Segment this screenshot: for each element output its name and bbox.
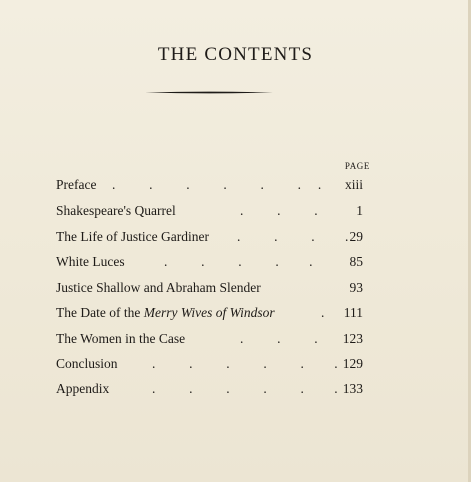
dot-leader: . . . . . . . (112, 177, 322, 192)
toc-entry-shakespeares-quarrel (56, 203, 363, 221)
toc-entry-page: 129 (342, 356, 363, 371)
dot-leader: . . . . (237, 229, 349, 244)
page-column-label: PAGE (344, 161, 370, 171)
toc-entry-conclusion (56, 356, 363, 374)
toc-entry-page: 1 (356, 203, 363, 218)
toc-entry-title (56, 305, 275, 321)
toc-entry-title: The Life of Justice Gardiner (56, 229, 209, 244)
dot-leader: . . . (240, 331, 318, 346)
dot-leader: . . . (240, 203, 318, 218)
ornamental-rule (145, 91, 273, 94)
toc-entry-title: Justice Shallow and Abraham Slender (56, 280, 261, 295)
toc-entry-women-in-the-case (56, 331, 363, 349)
toc-entry-title: Preface (56, 177, 97, 192)
dot-leader: . . . . . (164, 254, 313, 269)
toc-entry-page: 123 (342, 331, 363, 346)
dot-leader: . (321, 305, 325, 320)
toc-entry-page: 111 (343, 305, 363, 320)
toc-entry-title-italic: Merry Wives of Windsor (143, 305, 275, 320)
toc-entry-page: xiii (344, 177, 363, 192)
toc-entry-life-of-justice-gardiner (56, 229, 363, 247)
toc-entry-white-luces (56, 254, 363, 272)
toc-entry-title: Appendix (56, 381, 110, 396)
toc-entry-appendix (56, 381, 363, 399)
contents-heading: THE CONTENTS (157, 44, 314, 65)
toc-entry-preface (56, 177, 363, 195)
toc-entry-page: 85 (349, 254, 363, 269)
toc-entry-date-of-merry-wives (56, 305, 363, 323)
toc-entry-title: Conclusion (56, 356, 118, 371)
toc-entry-title-prefix: The Date of the (56, 305, 144, 320)
toc-entry-justice-shallow (56, 280, 363, 298)
toc-entry-title: Shakespeare's Quarrel (56, 203, 176, 218)
toc-entry-title: White Luces (56, 254, 125, 269)
toc-entry-page: 29 (349, 229, 363, 244)
toc-entry-page: 133 (342, 381, 363, 396)
dot-leader: . . . . . . (152, 381, 338, 396)
toc-entry-page: 93 (349, 280, 363, 295)
toc-entry-title: The Women in the Case (56, 331, 186, 346)
dot-leader: . . . . . . (152, 356, 338, 371)
